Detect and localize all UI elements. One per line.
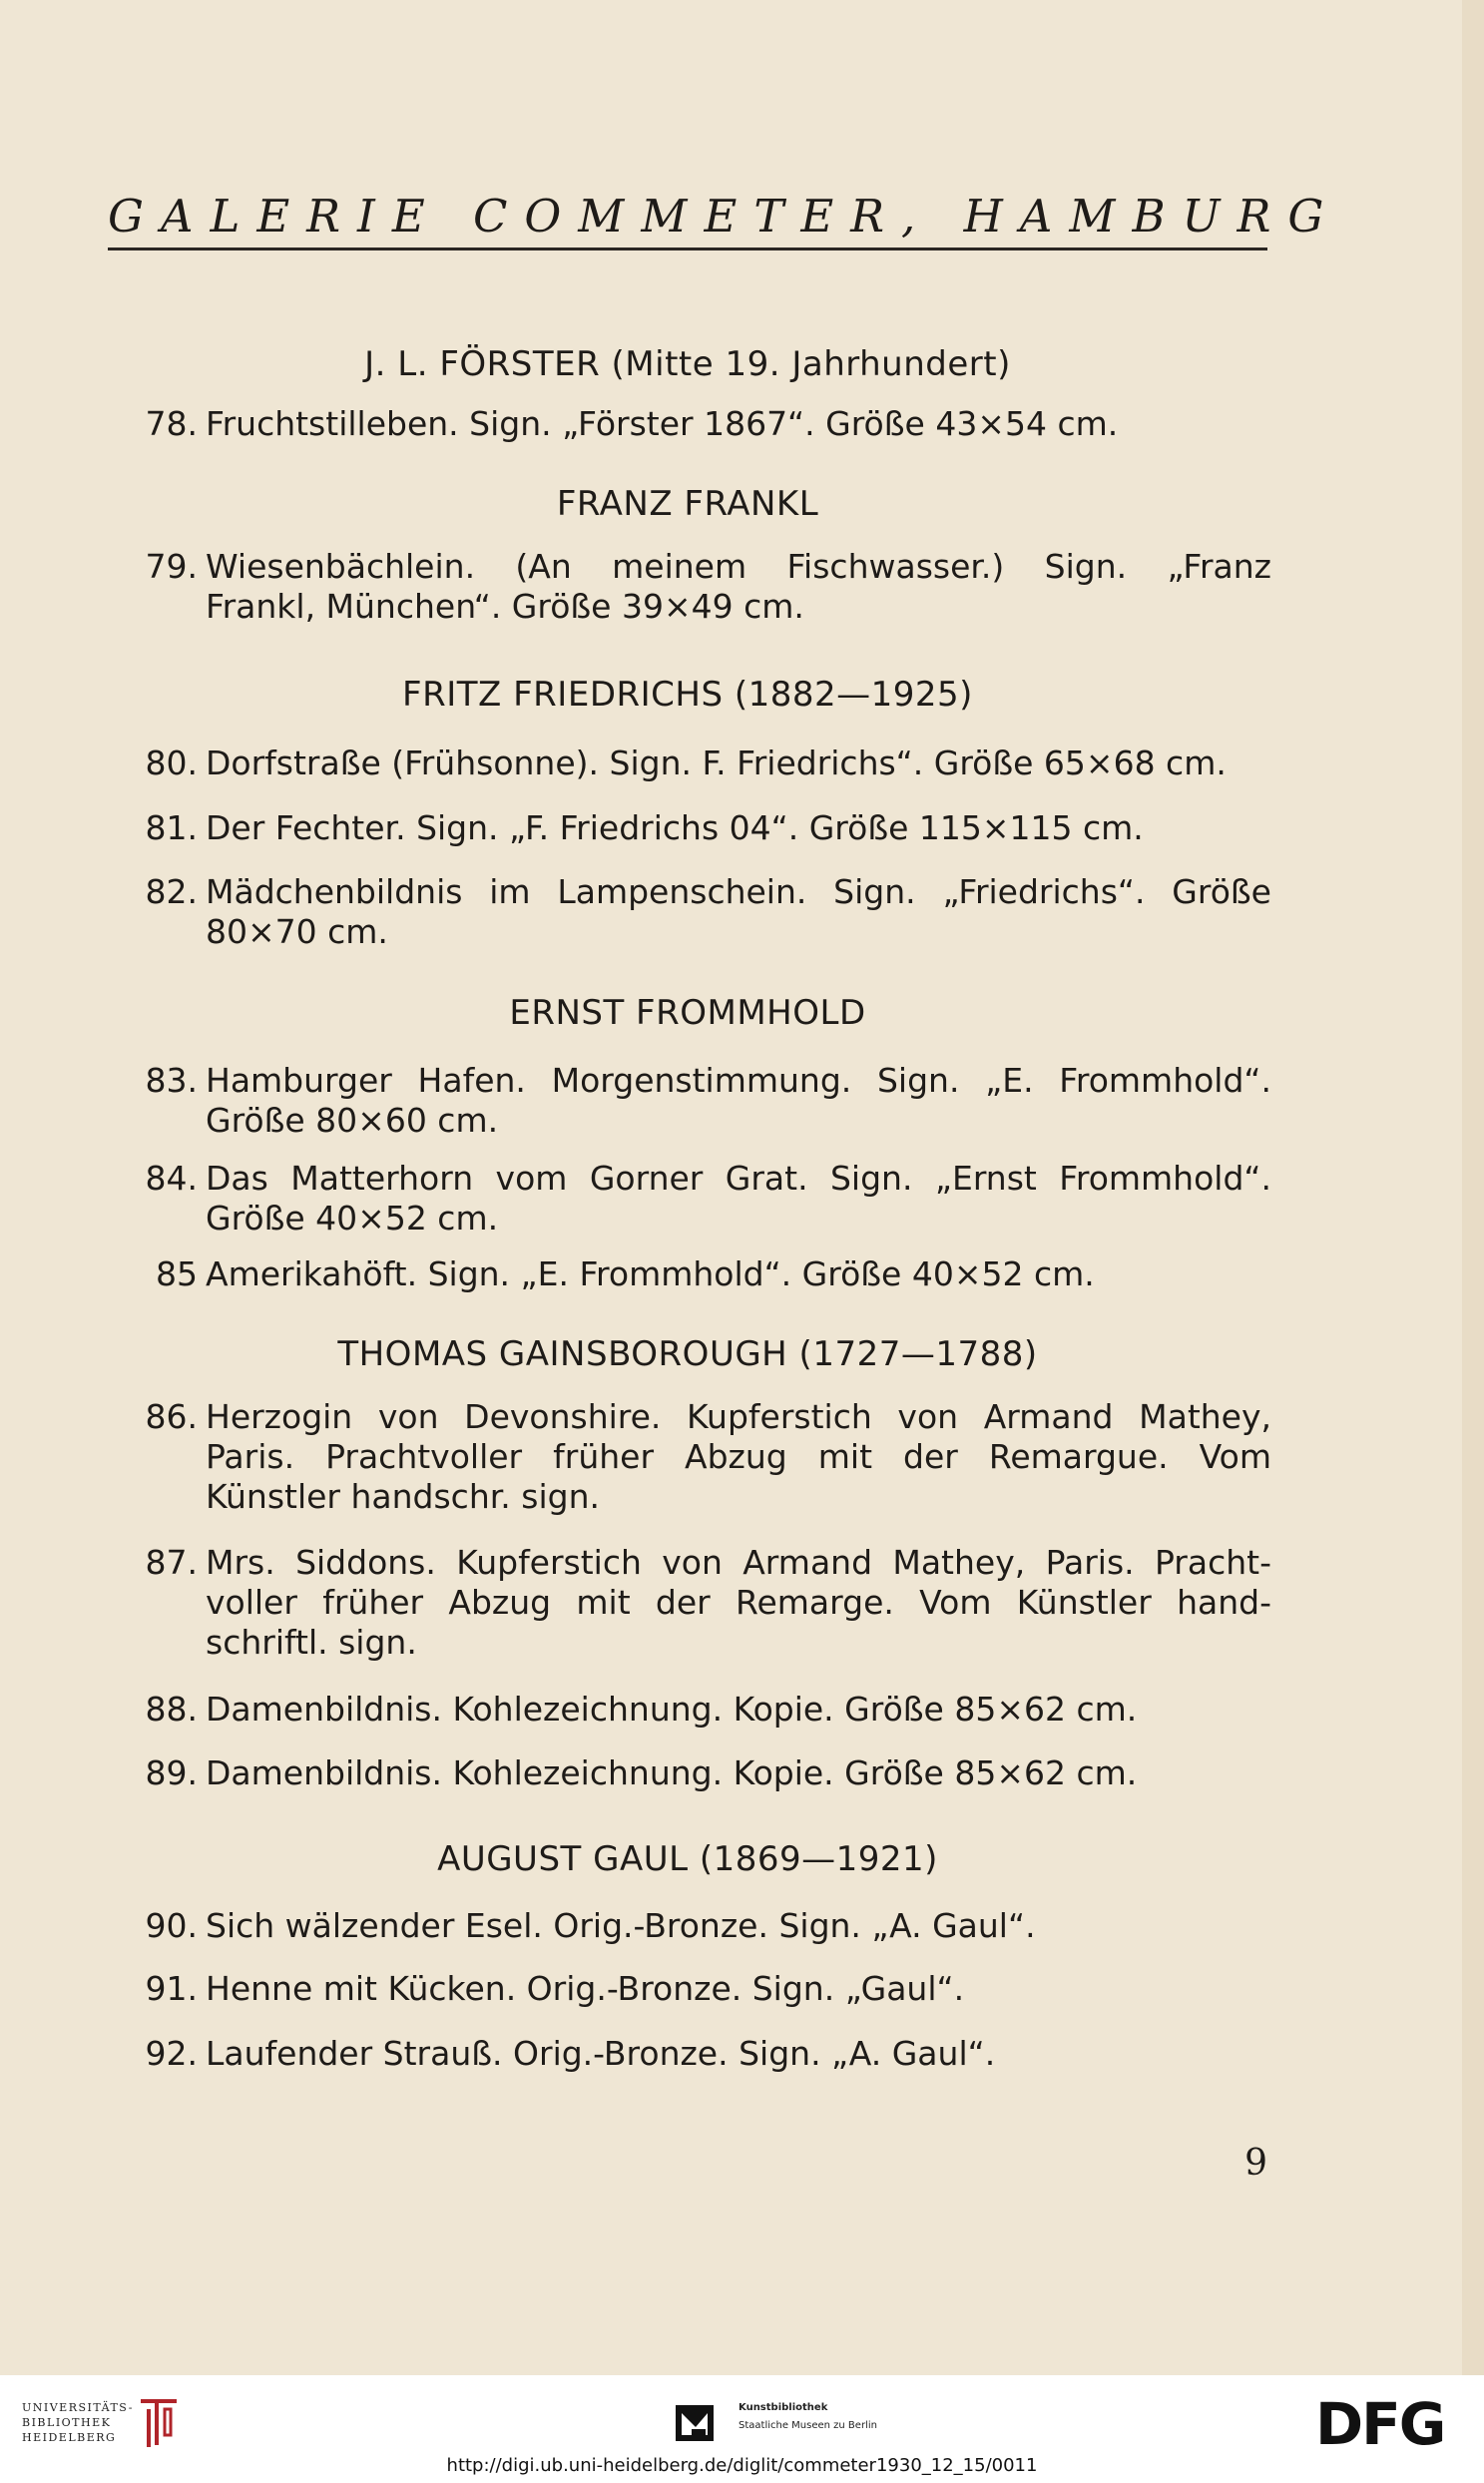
entry-line: Mrs. Siddons. Kupferstich von Armand Mathey, Paris. Pracht- xyxy=(206,1543,1271,1582)
entry-number: 81. xyxy=(145,808,198,847)
university-line: HEIDELBERG xyxy=(22,2431,117,2444)
entry-line: Künstler handschr. sign. xyxy=(206,1477,600,1516)
artist-heading: FRANZ FRANKL xyxy=(556,484,819,524)
entry-line: Größe 80×60 cm. xyxy=(206,1101,499,1140)
artist-heading: AUGUST GAUL (1869—1921) xyxy=(437,1839,938,1879)
kunstbibliothek-label xyxy=(739,2399,978,2435)
university-line: UNIVERSITÄTS- xyxy=(22,2401,134,2414)
entry-text xyxy=(206,1061,1271,1141)
entry-number: 78. xyxy=(145,404,198,443)
entry-line: Frankl, München“. Größe 39×49 cm. xyxy=(206,587,804,626)
entry-text: Fruchtstilleben. Sign. „Förster 1867“. Größe 43×54 cm. xyxy=(206,404,1119,443)
header-rule xyxy=(108,248,1267,250)
entry-text: Henne mit Kücken. Orig.-Bronze. Sign. „Gaul“. xyxy=(206,1969,965,2008)
entry-number: 90. xyxy=(145,1906,198,1945)
entry-number: 79. xyxy=(145,547,198,586)
entry-text: Der Fechter. Sign. „F. Friedrichs 04“. Größe 115×115 cm. xyxy=(206,808,1144,847)
entry-line: Mädchenbildnis im Lampenschein. Sign. „Friedrichs“. Größe xyxy=(206,872,1271,911)
artist-heading: FRITZ FRIEDRICHS (1882—1925) xyxy=(402,675,973,715)
entry-text xyxy=(206,547,1271,627)
entry-text: Damenbildnis. Kohlezeichnung. Kopie. Größe 85×62 cm. xyxy=(206,1690,1138,1729)
entry-text: Laufender Strauß. Orig.-Bronze. Sign. „A. Gaul“. xyxy=(206,2034,996,2073)
entry-text xyxy=(206,1397,1271,1517)
entry-line: Wiesenbächlein. (An meinem Fischwasser.) Sign. „Franz xyxy=(206,547,1271,586)
entry-text xyxy=(206,1159,1271,1239)
entry-text: Amerikahöft. Sign. „E. Frommhold“. Größe 40×52 cm. xyxy=(206,1254,1095,1293)
page-edge xyxy=(1462,0,1484,2375)
uni-heidelberg-logo-icon xyxy=(137,2393,181,2451)
kb-title: Kunstbibliothek xyxy=(739,2402,828,2413)
entry-number: 87. xyxy=(145,1543,198,1582)
entry-text: Sich wälzender Esel. Orig.-Bronze. Sign. „A. Gaul“. xyxy=(206,1906,1036,1945)
artist-heading: ERNST FROMMHOLD xyxy=(509,993,866,1033)
entry-number: 92. xyxy=(145,2034,198,2073)
page-number: 9 xyxy=(1244,2143,1267,2184)
entry-line: Das Matterhorn vom Gorner Grat. Sign. „Ernst Frommhold“. xyxy=(206,1159,1271,1198)
entry-number: 82. xyxy=(145,872,198,911)
entry-line: Hamburger Hafen. Morgenstimmung. Sign. „E. Frommhold“. xyxy=(206,1061,1271,1100)
entry-line: Paris. Prachtvoller früher Abzug mit der Remargue. Vom xyxy=(206,1437,1271,1476)
kb-subtitle: Staatliche Museen zu Berlin xyxy=(739,2420,877,2431)
entry-line: Herzogin von Devonshire. Kupferstich von Armand Mathey, xyxy=(206,1397,1271,1436)
entry-text: Damenbildnis. Kohlezeichnung. Kopie. Größe 85×62 cm. xyxy=(206,1753,1138,1792)
entry-number: 85 xyxy=(156,1254,198,1293)
entry-number: 80. xyxy=(145,744,198,782)
artist-heading: J. L. FÖRSTER (Mitte 19. Jahrhundert) xyxy=(364,344,1011,384)
entry-line: Größe 40×52 cm. xyxy=(206,1199,499,1238)
entry-number: 88. xyxy=(145,1690,198,1729)
dfg-logo: DFG xyxy=(1315,2390,1445,2458)
artist-heading: THOMAS GAINSBOROUGH (1727—1788) xyxy=(337,1334,1038,1374)
kunstbibliothek-logo-icon xyxy=(676,2405,714,2441)
page-header: GALERIE COMMETER, HAMBURG xyxy=(108,190,1341,243)
university-line: BIBLIOTHEK xyxy=(22,2416,112,2429)
entry-number: 84. xyxy=(145,1159,198,1198)
entry-text xyxy=(206,1543,1271,1663)
source-url[interactable]: http://digi.ub.uni-heidelberg.de/diglit/commeter1930_12_15/0011 xyxy=(446,2455,1038,2476)
entry-line: schriftl. sign. xyxy=(206,1623,417,1662)
entry-number: 86. xyxy=(145,1397,198,1436)
entry-number: 91. xyxy=(145,1969,198,2008)
entry-line: voller früher Abzug mit der Remarge. Vom Künstler hand- xyxy=(206,1583,1271,1622)
entry-number: 83. xyxy=(145,1061,198,1100)
entry-line: 80×70 cm. xyxy=(206,912,388,951)
entry-text xyxy=(206,872,1271,952)
entry-text: Dorfstraße (Frühsonne). Sign. F. Friedrichs“. Größe 65×68 cm. xyxy=(206,744,1227,782)
entry-number: 89. xyxy=(145,1753,198,1792)
